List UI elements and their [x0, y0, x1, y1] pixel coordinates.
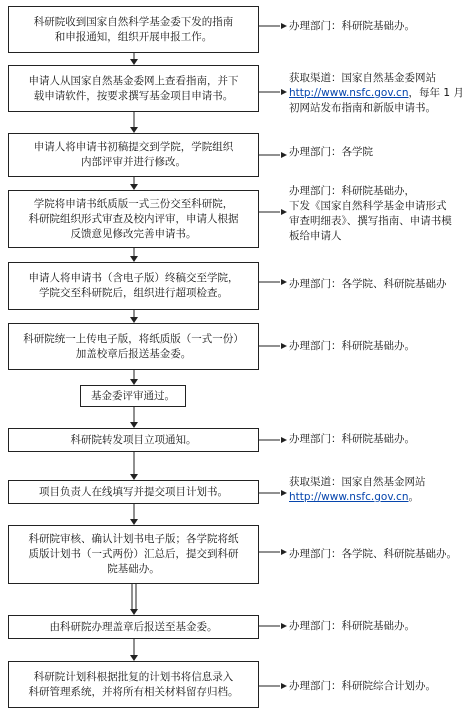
step-text-line: 内部评审并进行修改。 — [81, 156, 186, 168]
note-connector-head — [281, 490, 287, 496]
note-text: 办理部门：科研院基础办。 — [289, 620, 415, 632]
note-text: 办理部门：科研院基础办。 — [289, 340, 415, 352]
note-text: 获取渠道：国家自然基金网站 — [289, 476, 426, 488]
step-text-line: 申请人将申请书（含电子版）终稿交至学院， — [28, 272, 239, 284]
note-text: 初网站发布指南和新版申请书。 — [289, 102, 436, 114]
step-text-line: 申请人从国家自然基金委网上查看指南，并下 — [28, 74, 239, 87]
note-connector-head — [281, 279, 287, 285]
step-text-line: 由科研院办理盖章后报送至基金委。 — [49, 620, 218, 633]
step-text — [39, 485, 228, 500]
note-text: 办理部门：各学院 — [289, 146, 373, 158]
step-text-line: 科研院收到国家自然科学基金委下发的指南 — [33, 15, 234, 28]
step-text — [29, 532, 239, 577]
step-6-upload-and-send — [8, 323, 259, 370]
step-text-line: 学院将申请书纸质版一式三份交至科研院， — [33, 197, 234, 210]
step-11-seal-and-send — [8, 615, 259, 639]
note-text: 办理部门：科研院综合计划办。 — [289, 680, 436, 692]
step-1-receive-notice — [8, 6, 259, 53]
note-text: 办理部门：科研院基础办。 — [289, 20, 415, 32]
step-text-line: 和申报通知，组织开展申报工作。 — [54, 30, 213, 43]
note-step-5 — [289, 277, 447, 292]
step-text-line: 科研院统一上传电子版，将纸质版（一式一份） — [23, 332, 244, 345]
step-10-plan-review — [8, 525, 259, 584]
note-step-1 — [289, 19, 415, 34]
note-connector-head — [281, 209, 287, 215]
step-text — [71, 433, 197, 448]
step-text — [29, 670, 239, 700]
note-connector-head — [281, 89, 287, 95]
note-text: 办理部门：科研院基础办， — [289, 185, 415, 197]
note-text: 审查明细表》、撰写指南、申请书模 — [289, 215, 452, 227]
note-step-8 — [289, 432, 415, 447]
step-5-final-submission — [8, 262, 259, 310]
step-text-line: 项目负责人在线填写并提交项目计划书。 — [39, 485, 228, 498]
note-step-3 — [289, 145, 373, 160]
step-text-line: 科研院计划科根据批复的计划书将信息录入 — [33, 670, 234, 683]
step-text — [29, 74, 239, 104]
note-text: ，每年 1 月 — [408, 87, 464, 99]
step-9-plan-submission — [8, 480, 259, 504]
step-text-line: 质版计划书（一式两份）汇总后，提交到科研 — [28, 548, 239, 560]
note-connector-head — [281, 683, 287, 689]
step-text-line: 科研院审核、确认计划书电子版；各学院将纸 — [28, 533, 239, 545]
step-text — [34, 140, 234, 170]
step-4-format-review — [8, 190, 259, 248]
note-connector-head — [281, 23, 287, 29]
step-7-approved — [80, 385, 186, 407]
note-text: 办理部门：科研院基础办。 — [289, 433, 415, 445]
step-text — [91, 389, 175, 404]
note-text: 办理部门：各学院、科研院基础办 — [289, 278, 447, 290]
step-text-line: 申请人将申请书初稿提交到学院，学院组织 — [33, 141, 234, 153]
step-text-line: 载申请软件，按要求撰写基金项目申请书。 — [33, 89, 234, 102]
step-text — [34, 15, 234, 45]
step-text-line: 反馈意见修改完善申请书。 — [70, 227, 197, 240]
note-connector-head — [281, 549, 287, 555]
note-text: 获取渠道：国家自然基金委网站 — [289, 72, 436, 84]
note-step-11 — [289, 619, 415, 634]
step-text-line: 科研管理系统，并将所有相关材料留存归档。 — [28, 685, 239, 698]
step-3-college-review — [8, 133, 259, 177]
step-text-line: 加盖校章后报送基金委。 — [75, 347, 192, 360]
step-8-forward-notice — [8, 428, 259, 452]
note-step-4 — [289, 184, 452, 244]
note-text: 。 — [408, 491, 419, 503]
step-text — [29, 197, 239, 242]
step-text — [29, 271, 239, 301]
note-step-6 — [289, 339, 415, 354]
note-connector-head — [281, 437, 287, 443]
note-connector-head — [281, 623, 287, 629]
note-step-9 — [289, 475, 426, 505]
note-step-12 — [289, 679, 436, 694]
note-text: 下发《国家自然科学基金申请形式 — [289, 200, 447, 212]
note-text: 办理部门：各学院、科研院基础办。 — [289, 548, 457, 560]
note-step-2 — [289, 71, 464, 116]
note-connector-head — [281, 343, 287, 349]
step-12-archive — [8, 661, 259, 708]
step-text-line: 学院交至科研院后，组织进行超项检查。 — [39, 287, 228, 299]
step-2-view-guide — [8, 65, 259, 112]
step-text-line: 科研院组织形式审查及校内评审，申请人根据 — [28, 212, 239, 225]
note-text: 板给申请人 — [289, 230, 342, 242]
nsfc-link[interactable]: http://www.nsfc.gov.cn — [289, 87, 409, 99]
note-step-10 — [289, 547, 457, 562]
step-text — [50, 620, 218, 635]
step-text-line: 院基础办。 — [107, 563, 160, 575]
nsfc-link[interactable]: http://www.nsfc.gov.cn — [289, 491, 409, 503]
note-connector-head — [281, 152, 287, 158]
step-text-line: 科研院转发项目立项通知。 — [70, 433, 197, 446]
step-text — [23, 332, 244, 362]
step-text-line: 基金委评审通过。 — [91, 389, 175, 402]
